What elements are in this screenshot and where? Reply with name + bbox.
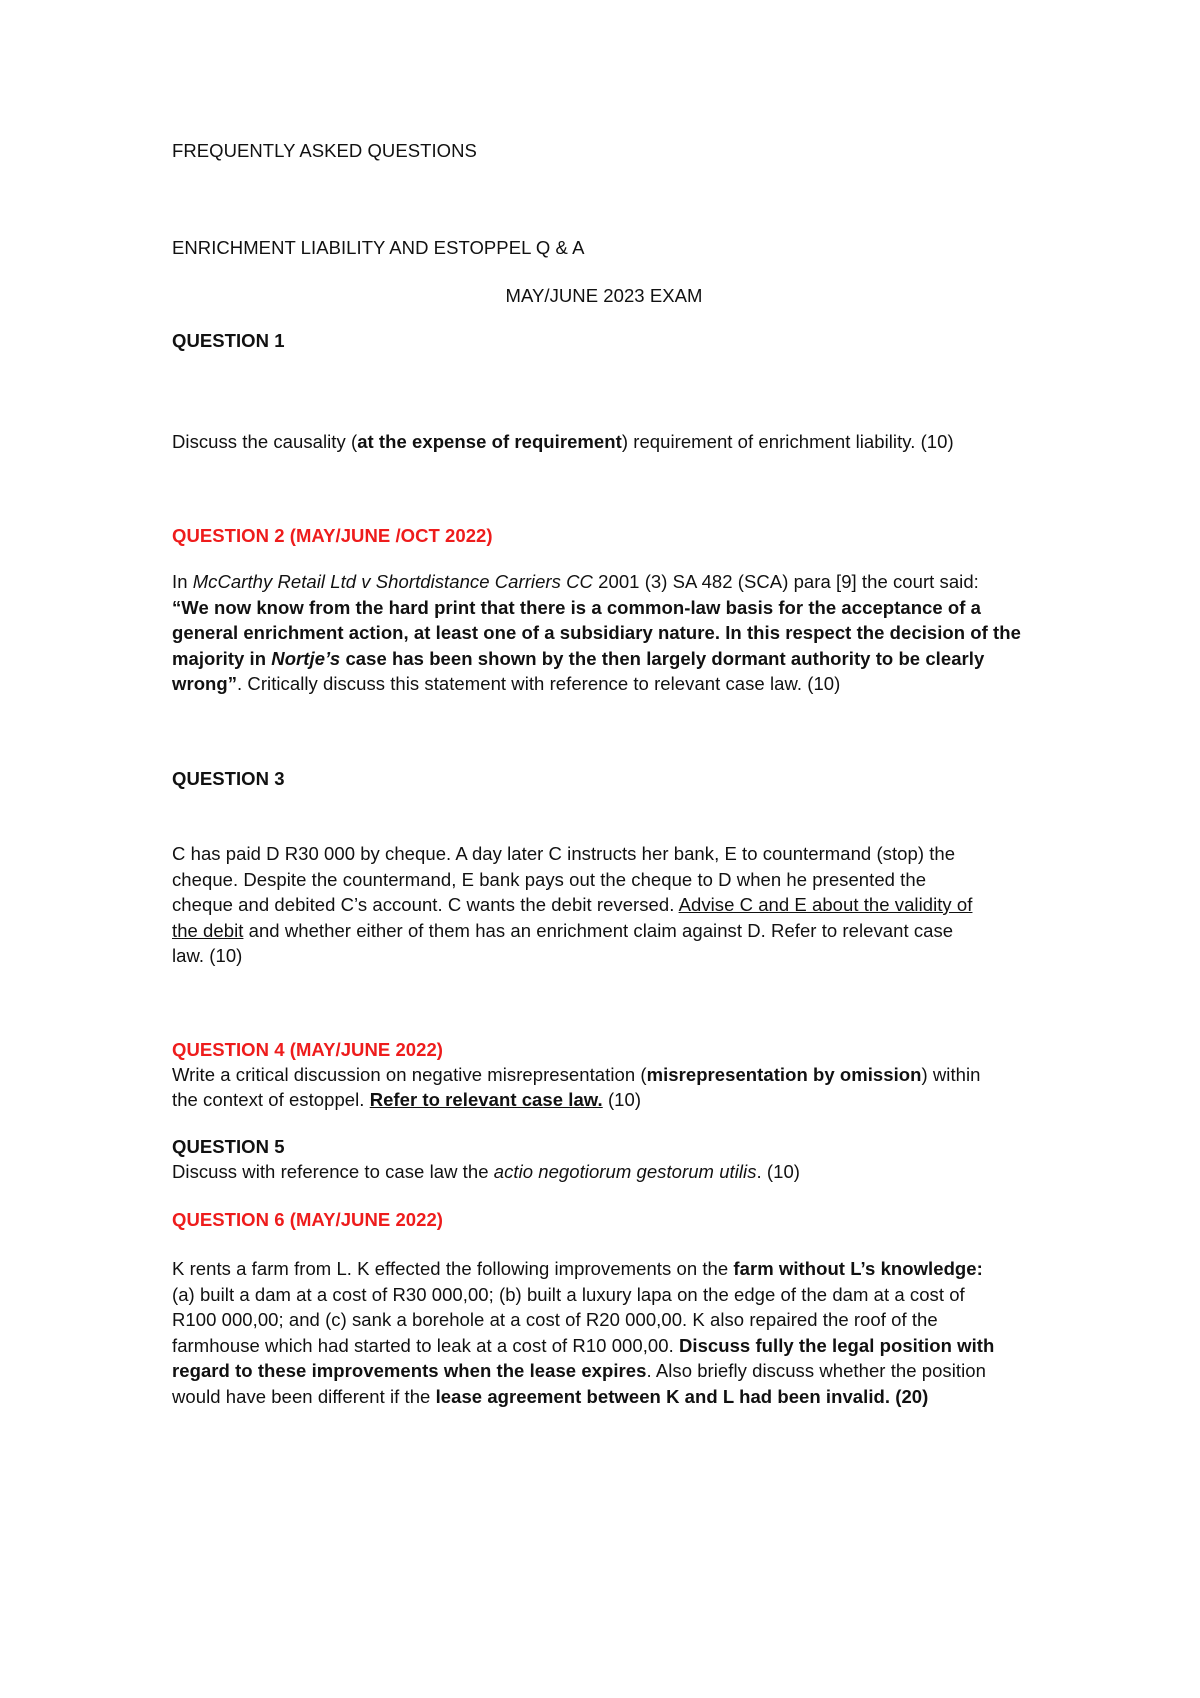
question-2-heading: QUESTION 2 (MAY/JUNE /OCT 2022) bbox=[172, 525, 493, 546]
question-6-line-6: would have been different if the lease agreement between K and L had been invalid. (20) bbox=[172, 1386, 929, 1407]
question-2-line-5: wrong”. Critically discuss this statement with reference to relevant case law. (10) bbox=[172, 673, 841, 694]
question-3-line-3: cheque and debited C’s account. C wants the debit reversed. Advise C and E about the validity of bbox=[172, 894, 973, 915]
question-6-heading: QUESTION 6 (MAY/JUNE 2022) bbox=[172, 1209, 444, 1230]
question-6-line-3: R100 000,00; and (c) sank a borehole at a cost of R20 000,00. K also repaired the roof of the bbox=[172, 1309, 938, 1330]
question-6-line-4: farmhouse which had started to leak at a cost of R10 000,00. Discuss fully the legal position with bbox=[172, 1335, 995, 1356]
question-5-heading: QUESTION 5 bbox=[172, 1136, 285, 1157]
question-2-line-2: “We now know from the hard print that there is a common-law basis for the acceptance of a bbox=[172, 597, 982, 618]
question-6-line-1: K rents a farm from L. K effected the following improvements on the farm without L’s knowledge: bbox=[172, 1258, 983, 1279]
document-title: FREQUENTLY ASKED QUESTIONS bbox=[172, 140, 477, 161]
question-4-line-2: the context of estoppel. Refer to relevant case law. (10) bbox=[172, 1089, 642, 1110]
question-5-line-1: Discuss with reference to case law the actio negotiorum gestorum utilis. (10) bbox=[172, 1161, 800, 1182]
question-2-line-4: majority in Nortje’s case has been shown by the then largely dormant authority to be clearly bbox=[172, 648, 985, 669]
question-3-line-5: law. (10) bbox=[172, 945, 243, 966]
question-1-heading: QUESTION 1 bbox=[172, 330, 285, 351]
question-3-heading: QUESTION 3 bbox=[172, 768, 285, 789]
question-6-line-2: (a) built a dam at a cost of R30 000,00; (b) built a luxury lapa on the edge of the dam at a cost of bbox=[172, 1284, 965, 1305]
exam-label: MAY/JUNE 2023 EXAM bbox=[505, 285, 703, 306]
question-3-line-2: cheque. Despite the countermand, E bank pays out the cheque to D when he presented the bbox=[172, 869, 927, 890]
question-1-text: Discuss the causality (at the expense of requirement) requirement of enrichment liability. (10) bbox=[172, 431, 954, 452]
question-2-line-1: In McCarthy Retail Ltd v Shortdistance Carriers CC 2001 (3) SA 482 (SCA) para [9] the court said: bbox=[172, 571, 979, 592]
document-subtitle: ENRICHMENT LIABILITY AND ESTOPPEL Q & A bbox=[172, 237, 585, 258]
question-4-line-1: Write a critical discussion on negative misrepresentation (misrepresentation by omission) within bbox=[172, 1064, 981, 1085]
question-6-line-5: regard to these improvements when the lease expires. Also briefly discuss whether the position bbox=[172, 1360, 986, 1381]
question-3-line-1: C has paid D R30 000 by cheque. A day later C instructs her bank, E to countermand (stop) the bbox=[172, 843, 956, 864]
question-4-heading: QUESTION 4 (MAY/JUNE 2022) bbox=[172, 1039, 444, 1060]
question-3-line-4: the debit and whether either of them has an enrichment claim against D. Refer to relevant case bbox=[172, 920, 954, 941]
question-2-line-3: general enrichment action, at least one of a subsidiary nature. In this respect the decision of the bbox=[172, 622, 1021, 643]
